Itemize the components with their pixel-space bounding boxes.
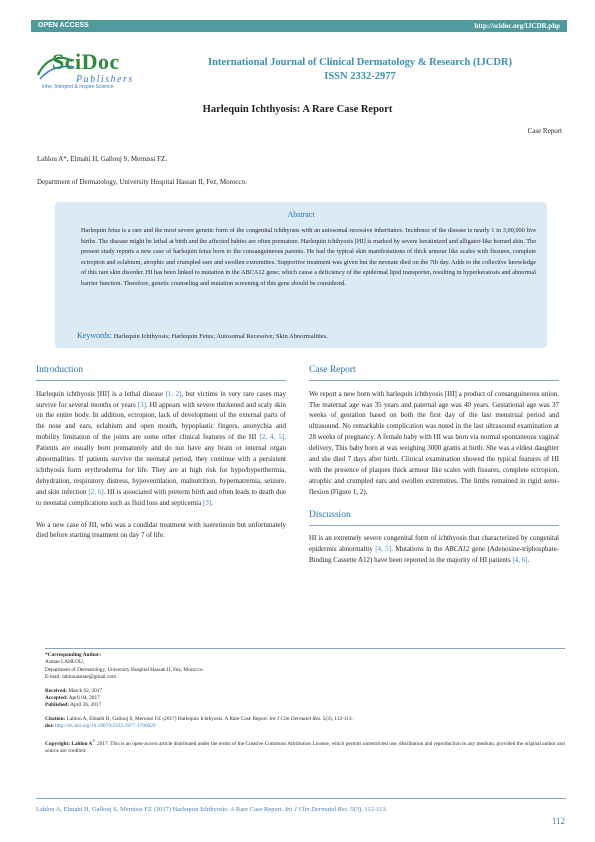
intro-paragraph-1 — [36, 389, 286, 509]
doi-label: doi: — [45, 723, 54, 730]
page-number: 112 — [551, 816, 565, 826]
accepted-line — [45, 695, 565, 702]
journal-header — [170, 56, 550, 84]
ref-link[interactable]: [1, 2] — [165, 389, 182, 398]
discussion-text: . — [527, 556, 530, 565]
gene-name: ABCA12 — [444, 545, 470, 554]
case-divider — [309, 380, 559, 381]
footer-journal: Int J Clin Dermatol Res. — [284, 806, 349, 813]
accepted-label: Accepted: — [45, 695, 68, 702]
corresponding-dept: Department of Dermatology, University Hospital Hassan II, Fez, Morocco. — [45, 666, 204, 673]
journal-issn: ISSN 2332-2977 — [324, 71, 396, 82]
case-paragraph: We report a new born with harlequin ichthyosis [HI] a product of consanguineous union. The maternal age was 35 years and paternal age was 40 years. Gestational age was 37 weeks of gestation based on both the first day of the last menstrual period and ultrasound. No remarkable complication was noted in the last ultrasound examination at 28 weeks of pregnancy. A female baby with HI was born via normal spontaneous vaginal delivery, This baby born at was weighing 3000 grams at birth. She was a eldest daughter and she died 7 days after birth. Clinical examination showed the typical features of HI with the presence of plaques thick armour like scales with fissures, complete ectropion, atrophic and crumpled ears and swollen extremities. The limbs remained in rigid semi-flexion (Figure 1, 2). — [309, 389, 559, 496]
copyright-sup: © — [92, 737, 96, 743]
received-date: March 02, 2017 — [68, 687, 103, 694]
published-label: Published: — [45, 702, 70, 709]
ref-link[interactable]: [3] — [203, 498, 212, 507]
received-label: Received: — [45, 687, 68, 694]
corresponding-name: Asmae LAHLOU, — [45, 659, 85, 666]
corresponding-email[interactable]: E-mail: lahlouasmae@gmail.com — [45, 674, 117, 681]
article-type: Case Report — [527, 127, 562, 135]
intro-text: . HI appears with severe thickened and scaly skin on the entire body. In addition, ectropion, lack of development of the external parts of the nose and ears, eclabium and open mouth, hypoplastic fingers, anonychia and mobility limitation of the joints are some other clinical features of the HI — [36, 400, 287, 442]
intro-text: . — [211, 498, 213, 507]
ref-link[interactable]: [2, 6] — [88, 487, 104, 496]
published-date: April 26, 2017 — [70, 702, 102, 709]
scidoc-logo — [36, 51, 154, 91]
journal-url-link[interactable]: http://scidoc.org/IJCDR.php — [474, 22, 560, 30]
open-access-bar — [31, 20, 567, 32]
logo-tagline: Infer, Interpret & Inspire Science — [42, 84, 114, 90]
intro-text: . Patients are usually born prematurely and do not have any brain or internal organ abnormalities. If patients survive the neonatal period, they continue with a persistent ichthyosis form erythroderma for life. They are at high risk for hypo/hyperthermia, dehydration, respiratory distress, hypoventilation, malnutrition, hypernatremia, seizure, and skin infection — [36, 433, 286, 496]
citation-line — [45, 716, 565, 723]
logo-sub: Publishers — [76, 74, 134, 85]
footer-divider — [36, 798, 566, 799]
intro-text: . HI is associated with preterm birth and often leads to death due to neonatal complications such as fluid loss and septicemia — [36, 487, 286, 507]
discussion-heading: Discussion — [309, 509, 351, 520]
citation-volume: 5(3), 112-113. — [322, 715, 353, 722]
journal-name: International Journal of Clinical Dermatology & Research (IJCDR) — [208, 57, 512, 68]
intro-text: Harlequin ichthyosis [HI] is a lethal disease — [36, 389, 166, 398]
intro-heading: Introduction — [36, 365, 83, 375]
discussion-text: . Mutations in the — [391, 545, 445, 554]
discussion-paragraph — [309, 533, 559, 566]
abstract-heading: Abstract — [287, 210, 315, 219]
keywords-line — [77, 331, 537, 340]
accepted-date: April 04, 2017 — [68, 695, 100, 702]
ref-link[interactable]: [4, 5] — [375, 545, 392, 554]
discussion-text: HI is an extremely severe congenital form of ichthyosis that characterized by congenital epidermis abnormality — [309, 534, 559, 554]
correspondence-divider — [45, 648, 565, 649]
received-line — [45, 688, 565, 695]
doi-link[interactable]: http://dx.doi.org/10.19070/2332-2977-1700029 — [55, 723, 156, 730]
footer-citation — [36, 806, 387, 813]
abstract-box — [55, 202, 547, 348]
keywords-label: Keywords: — [77, 331, 113, 340]
abstract-text: Harlequin fetus is a rare and the most severe genetic form of the congenital ichthyosis with an autosomal recessive inheritance. Incidence of the disease is nearly 1 in 3,00,000 live births. The disease might be lethal at birth and the affected babies are often premature. Harlequin ichthyosis [HI] is marked by severe keratinized and alligator-like horned skin. The present study reports a new case of harlequin fetus born to the consanguineous parents. He had the typical skin manifestations of thick armour like scales with fissures, complete ectropion and eclabium, atrophic and crumpled ears and swollen extremities. Supportive treatment was given but the neonate died on the 7th day. Adds to the collective knowledge of this rare skin disorder. HI has been linked to mutation in the ABCA12 gene; which cause a deficiency of the epidermal lipid transporter, resulting in hyperkeratosis and abnormal barrier function. Therefore, genetic counseling and mutation screening of this gene should be considered. — [81, 227, 536, 287]
article-affiliation: Department of Dermatology, University Hospital Hassan II, Fez, Morocco. — [37, 178, 247, 186]
copyright-line — [45, 737, 565, 756]
intro-section — [36, 365, 286, 541]
case-heading: Case Report — [309, 365, 356, 375]
doi-line — [45, 723, 565, 730]
citation-text: Lahlou A, Elmahi H, Gallouj S, Mernissi FZ (2017) Harlequin Ichthyosis: A Rare Case Report. — [66, 715, 269, 722]
discussion-divider — [309, 525, 559, 526]
citation-label: Citation: — [45, 715, 66, 722]
published-line — [45, 702, 565, 709]
citation-journal: Int J Clin Dermatol Res. — [269, 715, 322, 722]
copyright-text: 2017. This is an open-access article distributed under the terms of the Creative Commons Attribution License, which permits unrestricted use, distribution and reproduction in any medium, provided the original author and source are credited. — [45, 740, 565, 754]
copyright-label: Copyright: Lahlou A — [45, 740, 93, 747]
correspondence-block — [45, 652, 565, 755]
intro-divider — [36, 380, 286, 381]
open-access-label: OPEN ACCESS — [38, 22, 89, 29]
corresponding-label: *Corresponding Author: — [45, 652, 101, 658]
ref-link[interactable]: [4, 6] — [512, 556, 528, 565]
intro-paragraph-2: We a new case of HI, who was a condidat treatment with isotretinoin but unfortunately died before starting treatment on day 7 of life. — [36, 520, 286, 540]
article-authors: Lahlou A*, Elmahi H, Gallouj S, Mernissi FZ. — [37, 155, 168, 163]
footer-citation-text: Lahlou A, Elmahi H, Gallouj S, Mernissi FZ (2017) Harlequin Ichthyosis: A Rare Case Report. — [36, 806, 284, 813]
right-column — [309, 365, 559, 566]
article-title: Harlequin Ichthyosis: A Rare Case Report — [202, 104, 393, 115]
keywords-text: Harlequin Ichthyosis; Harlequin Fetus; Autosomal Recessive; Skin Abnormalities. — [113, 333, 328, 340]
logo-name: SciDoc — [52, 49, 120, 74]
ref-link[interactable]: [3] — [137, 400, 146, 409]
footer-volume: 5(3), 112-113. — [350, 806, 388, 813]
discussion-text: gene (Adenosine-triphosphate-Binding Cassette A12) have been reported in the majority of HI patients — [309, 545, 560, 565]
ref-link[interactable]: [2, 4, 5] — [259, 433, 285, 442]
intro-text: , but victims in very rare cases may survive for several months or years — [36, 389, 287, 409]
